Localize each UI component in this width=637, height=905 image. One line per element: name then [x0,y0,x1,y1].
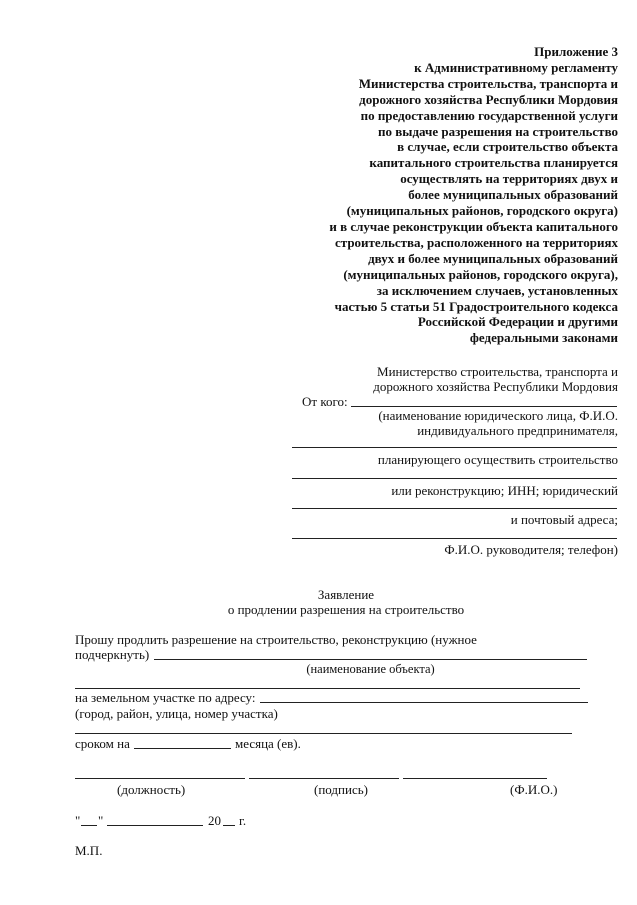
term-label: сроком на [75,736,130,751]
appendix-line: частью 5 статьи 51 Градостроительного кодекса [334,298,618,314]
term-field-line[interactable] [134,748,231,749]
appendix-line: и в случае реконструкции объекта капитального [329,218,618,234]
appendix-line: капитального строительства планируется [369,155,618,171]
position-hint: (должность) [117,782,186,797]
request-line: Прошу продлить разрешение на строительство, реконструкцию (нужное [75,632,477,647]
appendix-line: дорожного хозяйства Республики Мордовия [359,91,618,107]
appendix-header [278,44,618,346]
date-year-prefix: 20 [208,813,221,828]
date-year-line[interactable] [223,825,235,826]
from-field-line-5[interactable] [292,538,617,539]
from-hint-2: индивидуального предпринимателя, [417,423,618,438]
plot-address-line-2[interactable] [75,733,572,734]
statement-subtitle: о продлении разрешения на строительство [227,602,465,617]
appendix-line: (муниципальных районов, городского округа) [346,203,618,219]
object-name-line[interactable] [154,659,587,660]
addressee-line-1: Министерство строительства, транспорта и [377,364,618,379]
date-quote-close: " [98,813,104,828]
underline-label: подчеркнуть) [75,647,150,662]
term-unit: месяца (ев). [235,736,301,751]
addressee-line-2: дорожного хозяйства Республики Мордовия [373,379,618,394]
appendix-line: более муниципальных образований [408,187,618,203]
appendix-line: по выдаче разрешения на строительство [378,123,618,139]
plot-hint: (город, район, улица, номер участка) [75,706,278,721]
object-name-line-2[interactable] [75,688,580,689]
name-line[interactable] [403,778,547,779]
appendix-line: осуществлять на территориях двух и [400,171,618,187]
from-field-line-3[interactable] [292,478,617,479]
from-hint-4: или реконструкцию; ИНН; юридический [391,483,618,498]
appendix-line: Российской Федерации и другими [417,314,618,330]
from-label: От кого: [302,394,348,409]
plot-label: на земельном участке по адресу: [75,690,256,705]
date-day-line[interactable] [81,825,97,826]
appendix-line: за исключением случаев, установленных [376,282,618,298]
appendix-line: (муниципальных районов, городского округа), [343,266,618,282]
appendix-title: Приложение 3 [534,44,618,59]
appendix-line: по предоставлению государственной услуги [360,107,618,123]
from-hint-1: (наименование юридического лица, Ф.И.О. [378,408,618,423]
from-field-line-4[interactable] [292,508,617,509]
appendix-line: Министерства строительства, транспорта и [358,75,618,91]
from-field-line-2[interactable] [292,447,617,448]
position-line[interactable] [75,778,245,779]
appendix-line: двух и более муниципальных образований [368,250,618,266]
appendix-line: федеральными законами [469,330,618,346]
from-hint-3: планирующего осуществить строительство [377,452,618,467]
date-month-line[interactable] [107,825,203,826]
seal-label: М.П. [75,843,103,858]
from-hint-6: Ф.И.О. руководителя; телефон) [444,542,618,557]
appendix-line: строительства, расположенного на территориях [335,234,618,250]
appendix-line: к Административному регламенту [414,59,618,75]
signature-hint: (подпись) [314,782,368,797]
from-hint-5: и почтовый адреса; [510,512,618,527]
plot-address-line[interactable] [260,702,588,703]
from-field-line[interactable] [351,406,617,407]
signature-line[interactable] [249,778,399,779]
date-year-suffix: г. [239,813,247,828]
object-hint: (наименование объекта) [306,662,435,676]
name-hint: (Ф.И.О.) [510,782,558,797]
statement-title: Заявление [317,587,375,602]
date-quote-open: " [75,813,81,828]
appendix-line: в случае, если строительство объекта [397,139,618,155]
